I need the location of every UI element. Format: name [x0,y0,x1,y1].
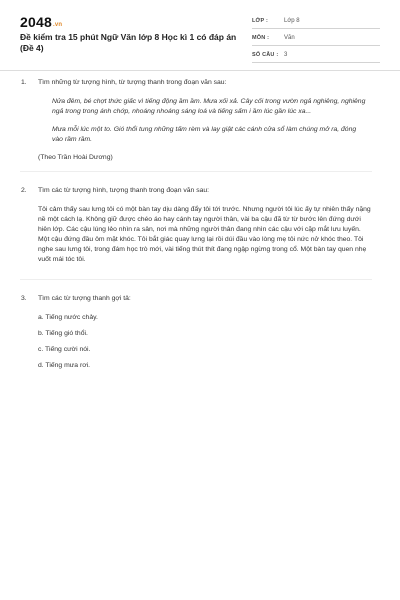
meta-info [252,14,380,65]
question-title: Tìm các từ tượng hình, tượng thanh trong đoạn văn sau: [38,187,210,194]
site-logo[interactable] [20,14,62,30]
question-title: Tìm những từ tượng hình, từ tượng thanh trong đoạn văn sau: [38,79,227,86]
header-divider [0,70,400,71]
question-3 [0,294,400,371]
meta-label: SỐ CÂU : [252,52,279,58]
question-separator [20,279,372,280]
meta-row-class [252,14,380,29]
meta-value: 3 [284,52,288,58]
answer-option: b. Tiếng gió thổi. [38,330,88,337]
passage-paragraph: Mưa mỗi lúc một to. Gió thổi tung những tấm rèm và lay giật các cánh cửa sổ làm chúng mở ra, đóng vào rầm rầm. [52,126,357,143]
meta-row-subject [252,31,380,46]
question-number: 1. [21,79,27,86]
question-title: Tìm các từ tượng thanh gợi tả: [38,295,131,302]
meta-value: Lớp 8 [284,18,300,24]
question-number: 2. [21,187,27,194]
meta-label: LỚP : [252,18,268,24]
question-separator [20,171,372,172]
passage-body: Tôi cảm thấy sau lưng tôi có một bàn tay dịu dàng đẩy tôi tới trước. Nhưng người tôi lúc ấy tự nhiên thấy nặng nề một cách lạ. Không giữ được chéo áo hay cánh tay người thân, vài ba cậu đã từ từ bước lên đứng dưới hiên lớp. Các cậu lúng lẻo nhìn ra sân, nơi mà những người thân đang nhìn các cậu với cặp mắt lưu luyến. Một cậu đứng đầu ôm mặt khóc. Tôi bắt giác quay lưng lại rồi dúi đầu vào lòng mẹ tôi nức nở khóc theo. Tôi nghe sau lưng tôi, trong đám học trò mới, vài tiếng thút thít đang ngập ngừng trong cổ. Một bàn tay quen nhẹ vuốt mái tóc tôi. [38,206,371,263]
passage-source: (Theo Trần Hoài Dương) [38,154,113,161]
meta-row-count [252,48,380,63]
meta-label: MÔN : [252,35,270,41]
passage-paragraph: Nửa đêm, bé chợt thức giấc vì tiếng động ầm ầm. Mưa xối xả. Cây cối trong vườn ngả nghiêng, nghiêng ngả trong trong ánh chớp, nhoáng nhoáng sáng loá và tiếng sấm i ầm lúc gần lúc xa... [52,98,366,115]
answer-option: a. Tiếng nước chảy. [38,314,98,321]
logo-tld: .vn [52,22,63,28]
answer-option: d. Tiếng mưa rơi. [38,362,91,369]
answer-option: c. Tiếng cười nói. [38,346,91,353]
question-2 [0,186,400,265]
meta-value: Văn [284,35,295,41]
header [0,0,400,66]
logo-number: 2048 [20,14,52,30]
question-list [0,78,400,377]
question-1 [0,78,400,163]
question-number: 3. [21,295,27,302]
document-title: Đề kiểm tra 15 phút Ngữ Văn lớp 8 Học kì 1 có đáp án (Đề 4) [20,32,237,53]
